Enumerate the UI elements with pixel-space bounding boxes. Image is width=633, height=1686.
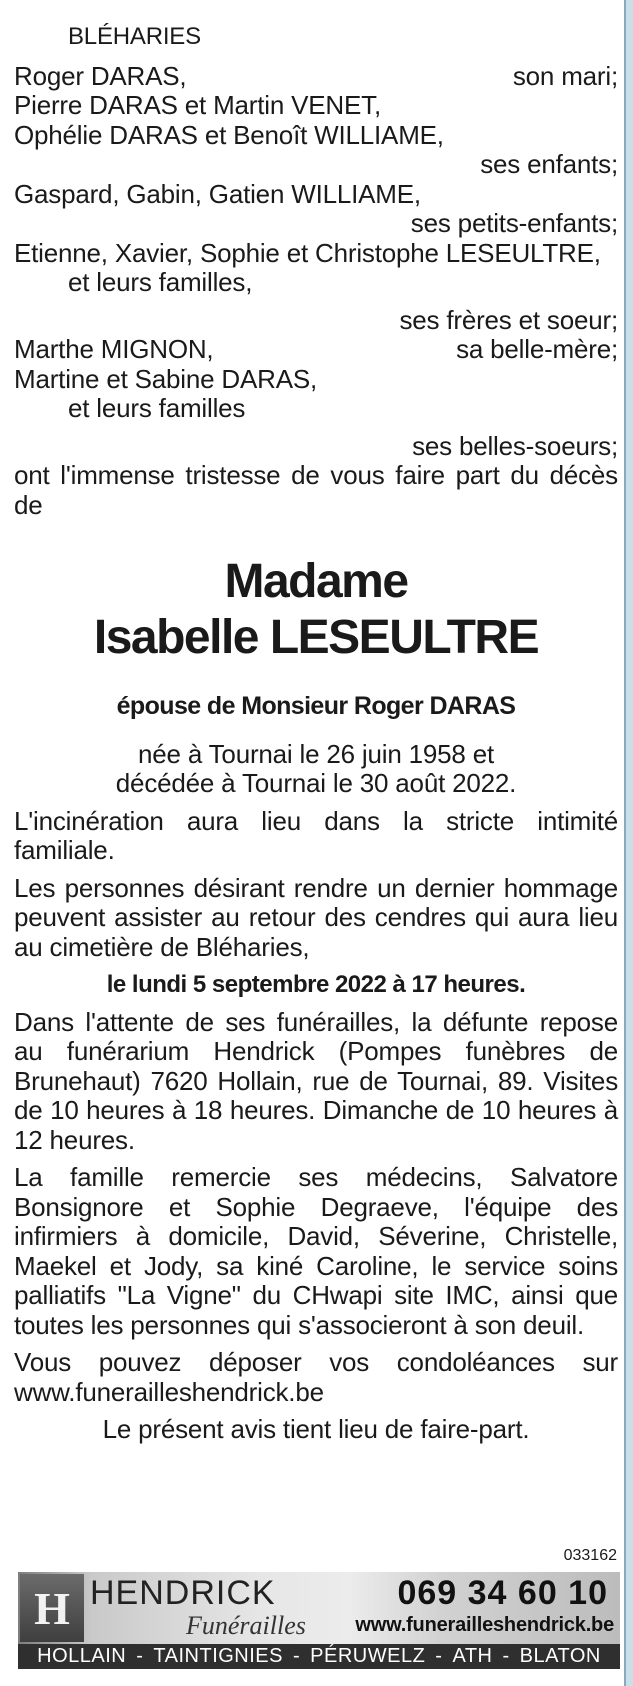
ceremony-date: le lundi 5 septembre 2022 à 17 heures.: [106, 971, 526, 998]
deceased-heading: [14, 554, 618, 666]
death-line: décédée à Tournai le 30 août 2022.: [115, 768, 517, 798]
locations-bar: [18, 1644, 620, 1669]
family-relation: ses frères et soeur;: [399, 304, 618, 335]
intro-text: ont l'immense tristesse de vous faire part du décès de: [14, 460, 618, 520]
family-line: et leurs familles: [68, 393, 246, 423]
family-relation: ses petits-enfants;: [410, 208, 618, 238]
notice-reference: 033162: [563, 1547, 617, 1564]
town-heading: BLÉHARIES: [68, 23, 201, 50]
location-item: HOLLAIN: [37, 1645, 127, 1667]
birth-line: née à Tournai le 26 juin 1958 et: [138, 738, 494, 769]
separator: -: [136, 1645, 144, 1667]
cremation-paragraph: L'incinération aura lieu dans la stricte intimité familiale.: [14, 805, 618, 865]
page-edge-rule: [624, 0, 633, 1686]
location-item: BLATON: [519, 1645, 601, 1667]
condolences-paragraph: Vous pouvez déposer vos condoléances sur www.funerailleshendrick.be: [14, 1347, 618, 1407]
website-link[interactable]: www.funerailleshendrick.be: [355, 1614, 614, 1636]
family-line: Marthe MIGNON, sa belle-mère;: [14, 334, 618, 364]
separator: -: [435, 1645, 443, 1667]
separator: -: [293, 1645, 301, 1667]
location-item: ATH: [452, 1645, 493, 1667]
funerarium-paragraph: Dans l'attente de ses funérailles, la défunte repose au funérarium Hendrick (Pompes funèbres de Brunehaut) 7620 Hollain, rue de Tournai, 89. Visites de 10 heures à 18 heures. Dimanche de 10 heures à 12 heures.: [14, 1006, 618, 1155]
deceased-title: Madame: [224, 555, 408, 608]
family-line: Etienne, Xavier, Sophie et Christophe LESEULTRE,: [14, 237, 601, 268]
hendrick-logo: [20, 1574, 84, 1642]
phone-number: 069 34 60 10: [397, 1574, 608, 1612]
family-line: Pierre DARAS et Martin VENET,: [14, 90, 381, 120]
family-relation: ses enfants;: [480, 149, 618, 179]
thanks-paragraph: La famille remercie ses médecins, Salvatore Bonsignore et Sophie Degraeve, l'équipe des infirmiers à domicile, David, Séverine, Christelle, Maekel et Jody, sa kiné Caroline, le service soins palliatifs "La Vigne" du CHwapi site IMC, ainsi que toutes les personnes qui s'associeront à son deuil.: [14, 1162, 618, 1340]
spouse-line: épouse de Monsieur Roger DARAS: [116, 692, 516, 720]
family-line: Martine et Sabine DARAS,: [14, 363, 318, 394]
location-item: PÉRUWELZ: [310, 1645, 426, 1667]
obituary-notice: [14, 22, 618, 1445]
family-line: Gaspard, Gabin, Gatien WILLIAME,: [14, 178, 421, 209]
brand-name: HENDRICK: [90, 1574, 276, 1612]
separator: -: [502, 1645, 510, 1667]
location-item: TAINTIGNIES: [153, 1645, 283, 1667]
family-line: Ophélie DARAS et Benoît WILLIAME,: [14, 119, 444, 150]
life-dates: [14, 740, 618, 799]
family-relation: ses belles-soeurs;: [412, 430, 618, 461]
tribute-paragraph: Les personnes désirant rendre un dernier hommage peuvent assister au retour des cendres qui aura lieu au cimetière de Bléharies,: [14, 872, 618, 962]
logo-letter: H: [34, 1582, 70, 1634]
funeral-home-banner: [18, 1572, 620, 1644]
closing-line: Le présent avis tient lieu de faire-part.: [102, 1414, 530, 1444]
deceased-name: Isabelle LESEULTRE: [93, 611, 539, 664]
family-line: Roger DARAS, son mari;: [14, 60, 618, 91]
family-list: [14, 62, 618, 462]
family-line: et leurs familles,: [68, 267, 253, 297]
brand-subtitle: Funérailles: [186, 1611, 306, 1640]
